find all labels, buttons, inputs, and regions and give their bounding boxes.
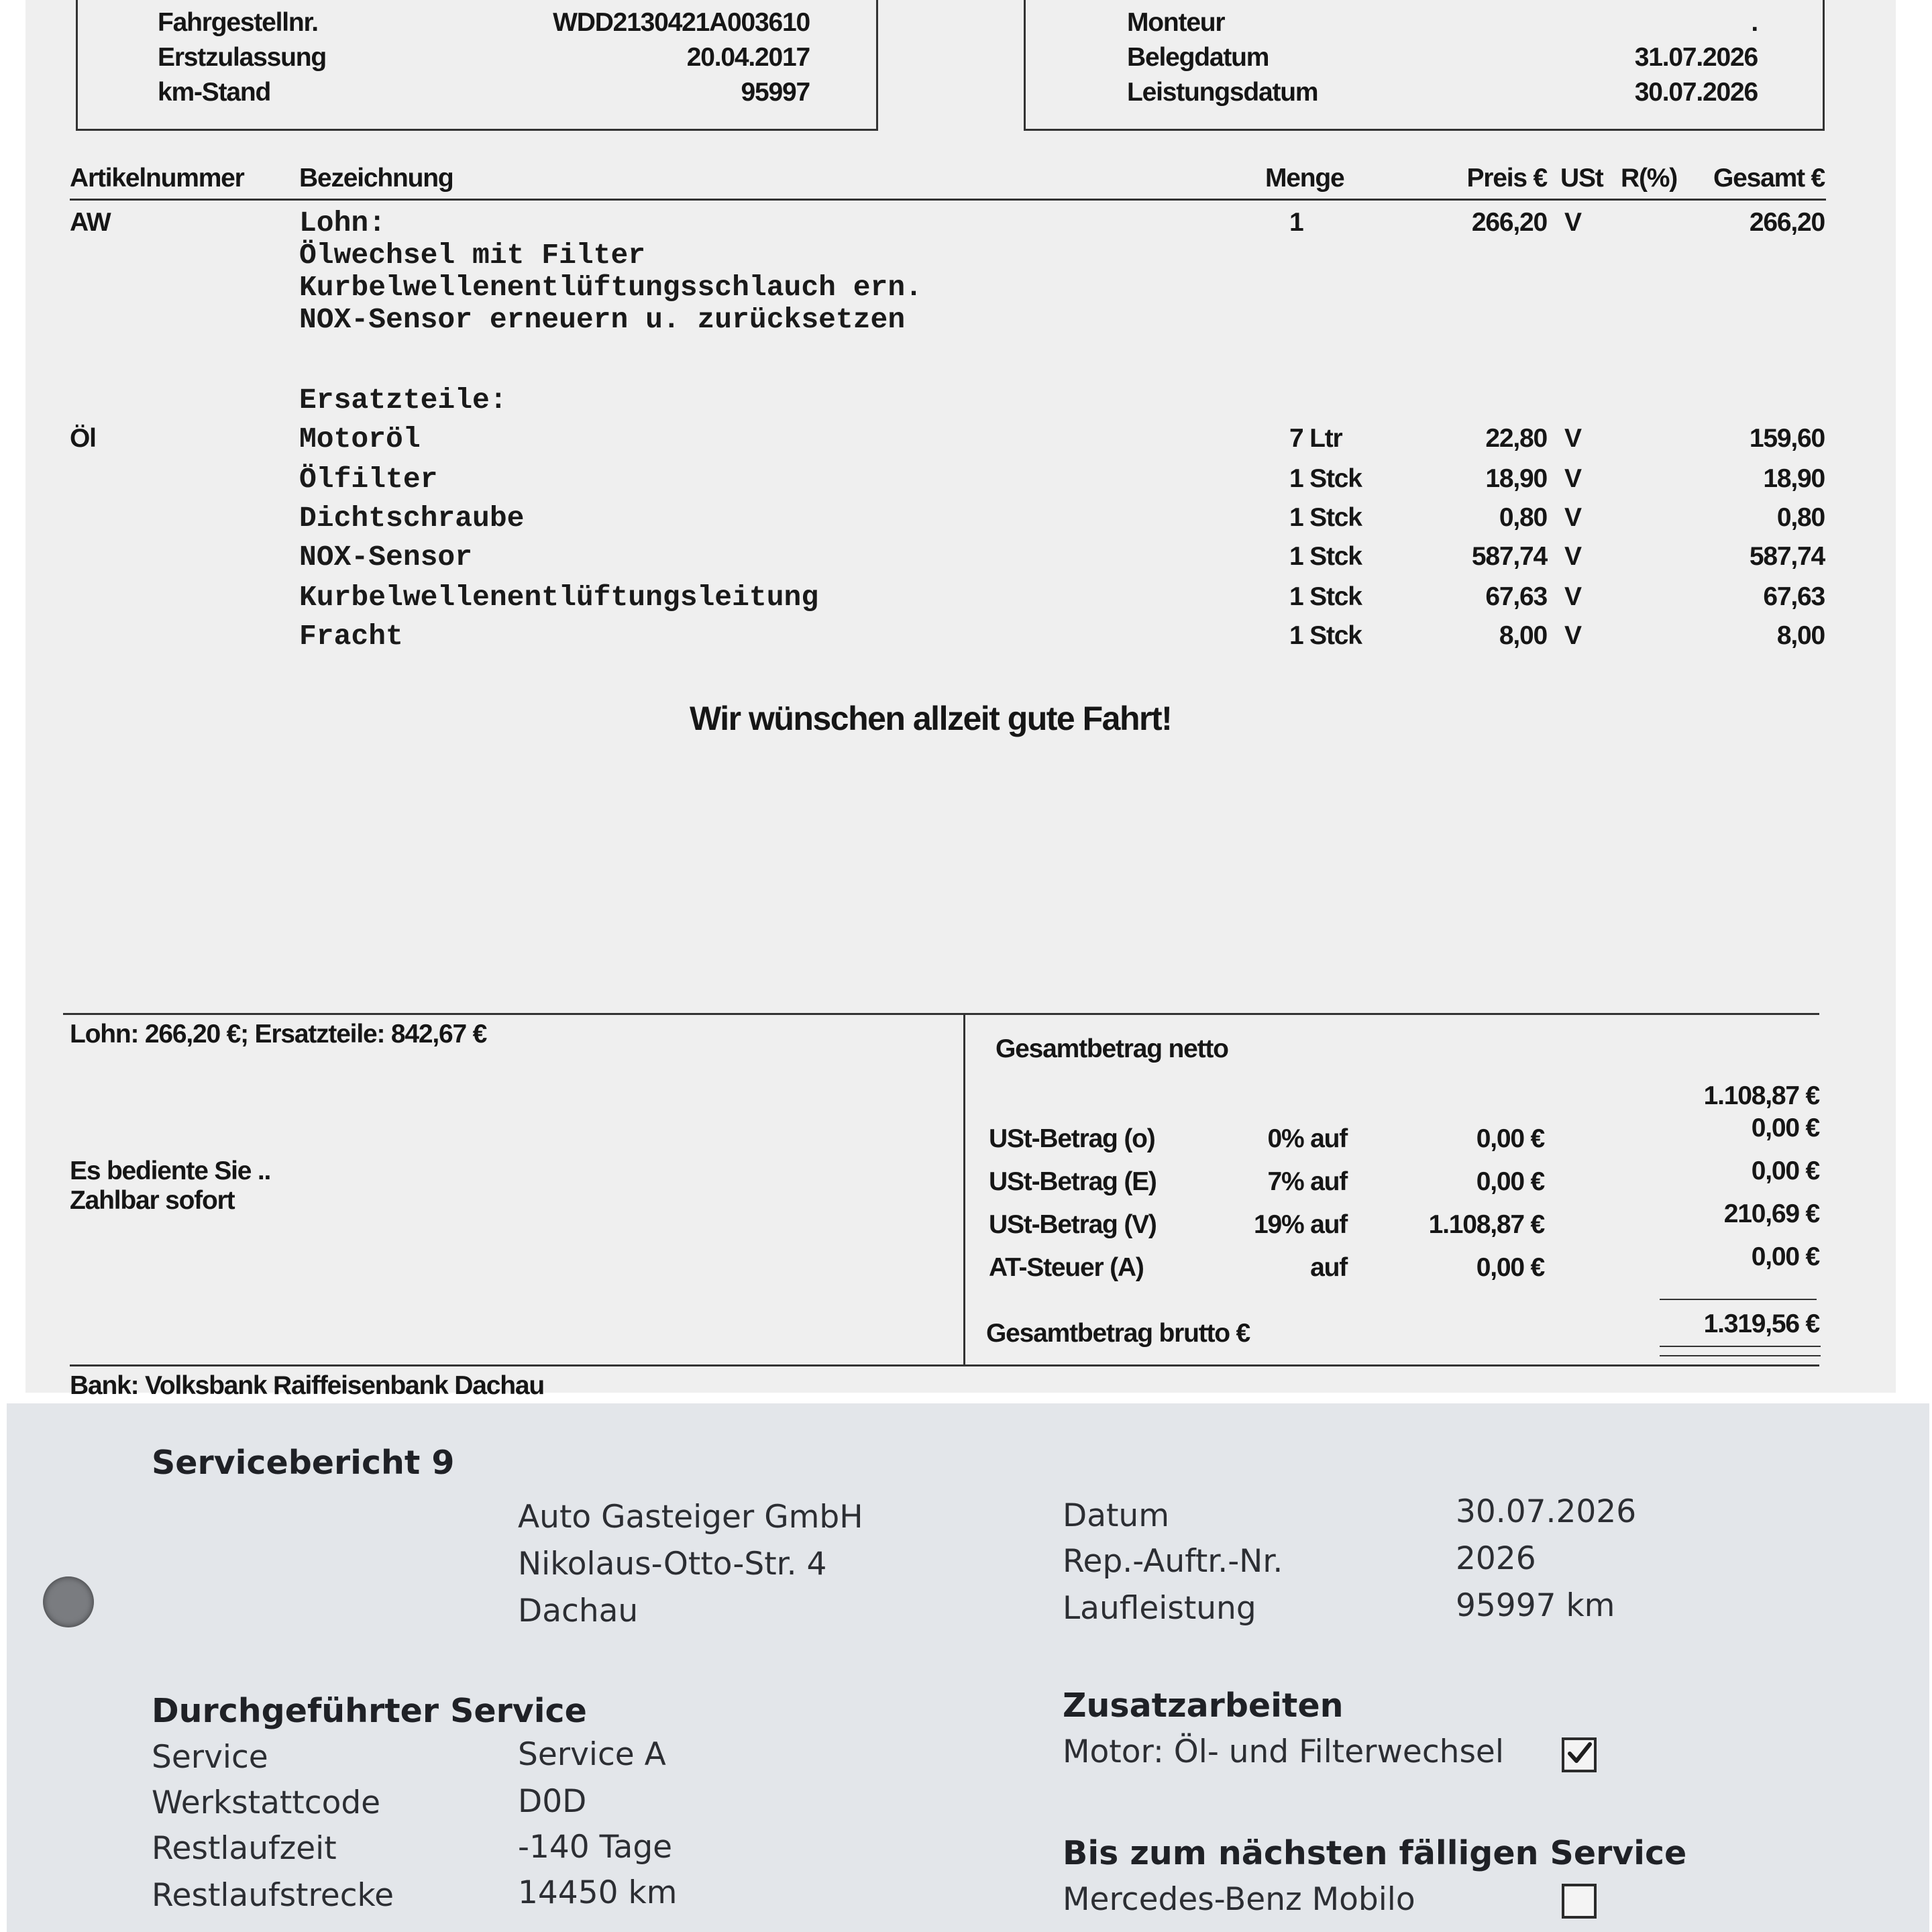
col-price: Preis € bbox=[1466, 164, 1547, 193]
gross-label: Gesamtbetrag brutto € bbox=[986, 1319, 1250, 1348]
bank-info: Bank: Volksbank Raiffeisenbank Dachau bbox=[70, 1371, 544, 1400]
service-value: Service A bbox=[518, 1736, 666, 1773]
labor-heading: Lohn: bbox=[299, 207, 386, 239]
service-date-label: Leistungsdatum bbox=[1127, 78, 1318, 107]
part-total: 0,80 bbox=[1776, 503, 1825, 532]
extra-item-label: Motor: Öl- und Filterwechsel bbox=[1063, 1733, 1504, 1770]
part-vat: V bbox=[1564, 542, 1581, 571]
company-name: Auto Gasteiger GmbH bbox=[518, 1499, 863, 1536]
service-label: Werkstattcode bbox=[152, 1784, 381, 1821]
service-value: -140 Tage bbox=[518, 1829, 673, 1866]
part-vat: V bbox=[1564, 503, 1581, 532]
service-value: D0D bbox=[518, 1783, 587, 1820]
next-service-heading: Bis zum nächsten fälligen Service bbox=[1063, 1834, 1687, 1872]
service-date-value: 30.07.2026 bbox=[1634, 78, 1758, 107]
service-label: Restlaufstrecke bbox=[152, 1877, 394, 1914]
punch-hole bbox=[43, 1576, 94, 1627]
part-price: 22,80 bbox=[1485, 424, 1547, 453]
vat-base: 0,00 € bbox=[1476, 1167, 1544, 1196]
summary-line: Lohn: 266,20 €; Ersatzteile: 842,67 € bbox=[70, 1020, 487, 1049]
gross-double-rule bbox=[1660, 1346, 1821, 1347]
part-qty: 1 Stck bbox=[1289, 542, 1362, 571]
registration-label: Erstzulassung bbox=[158, 43, 326, 72]
header-rule bbox=[70, 199, 1826, 201]
report-title: Servicebericht 9 bbox=[152, 1444, 455, 1482]
labor-article: AW bbox=[70, 208, 111, 237]
part-qty: 1 Stck bbox=[1289, 503, 1362, 532]
service-heading: Durchgeführter Service bbox=[152, 1692, 587, 1730]
mechanic-value: . bbox=[1751, 8, 1758, 37]
part-total: 67,63 bbox=[1763, 582, 1825, 611]
vat-rate: 0% auf bbox=[1267, 1124, 1347, 1153]
km-value: 95997 bbox=[741, 78, 810, 107]
doc-date-label: Belegdatum bbox=[1127, 43, 1269, 72]
part-price: 0,80 bbox=[1499, 503, 1547, 532]
part-vat: V bbox=[1564, 582, 1581, 611]
summary-divider bbox=[963, 1013, 965, 1366]
part-vat: V bbox=[1564, 424, 1581, 453]
summary-bottom-rule bbox=[70, 1364, 1819, 1366]
doc-date-value: 31.07.2026 bbox=[1634, 43, 1758, 72]
part-desc: Ölfilter bbox=[299, 463, 438, 496]
labor-line: NOX-Sensor erneuern u. zurücksetzen bbox=[299, 303, 906, 336]
km-label: km-Stand bbox=[158, 78, 271, 107]
part-total: 8,00 bbox=[1776, 621, 1825, 650]
extra-heading: Zusatzarbeiten bbox=[1063, 1686, 1344, 1725]
info-label: Laufleistung bbox=[1063, 1590, 1256, 1627]
service-report-sheet bbox=[7, 1403, 1929, 1932]
vat-label: USt-Betrag (o) bbox=[989, 1124, 1155, 1153]
part-price: 587,74 bbox=[1471, 542, 1547, 571]
vat-label: AT-Steuer (A) bbox=[989, 1253, 1144, 1282]
info-value: 95997 km bbox=[1456, 1587, 1615, 1624]
part-qty: 1 Stck bbox=[1289, 621, 1362, 650]
next-item-label: Mercedes-Benz Mobilo bbox=[1063, 1881, 1415, 1918]
service-value: 14450 km bbox=[518, 1874, 678, 1911]
info-label: Rep.-Auftr.-Nr. bbox=[1063, 1543, 1283, 1580]
vat-rate: auf bbox=[1310, 1253, 1347, 1282]
extra-item-checkbox[interactable] bbox=[1562, 1737, 1597, 1772]
registration-value: 20.04.2017 bbox=[686, 43, 810, 72]
part-desc: Motoröl bbox=[299, 423, 421, 455]
net-label: Gesamtbetrag netto bbox=[996, 1034, 1228, 1063]
vat-amount: 0,00 € bbox=[1751, 1157, 1819, 1185]
vat-base: 0,00 € bbox=[1476, 1253, 1544, 1282]
payment-terms: Zahlbar sofort bbox=[70, 1186, 235, 1215]
part-price: 8,00 bbox=[1499, 621, 1547, 650]
chassis-value: WDD2130421A003610 bbox=[553, 8, 810, 37]
vat-rate: 7% auf bbox=[1267, 1167, 1347, 1196]
vat-label: USt-Betrag (V) bbox=[989, 1210, 1157, 1239]
info-label: Datum bbox=[1063, 1497, 1169, 1534]
mobilo-checkbox[interactable] bbox=[1562, 1884, 1597, 1919]
checkmark-icon bbox=[1566, 1740, 1593, 1767]
service-label: Service bbox=[152, 1739, 268, 1776]
vat-amount: 0,00 € bbox=[1751, 1114, 1819, 1142]
part-vat: V bbox=[1564, 464, 1581, 493]
col-description: Bezeichnung bbox=[299, 164, 453, 193]
labor-line: Kurbelwellenentlüftungsschlauch ern. bbox=[299, 271, 922, 304]
gross-top-rule bbox=[1660, 1299, 1817, 1300]
part-desc: Fracht bbox=[299, 620, 403, 653]
company-city: Dachau bbox=[518, 1593, 639, 1629]
labor-qty: 1 bbox=[1289, 208, 1303, 237]
vat-amount: 0,00 € bbox=[1751, 1242, 1819, 1271]
service-label: Restlaufzeit bbox=[152, 1830, 337, 1867]
company-street: Nikolaus-Otto-Str. 4 bbox=[518, 1546, 827, 1582]
mechanic-label: Monteur bbox=[1127, 8, 1225, 37]
col-qty: Menge bbox=[1265, 164, 1344, 193]
labor-total: 266,20 bbox=[1749, 208, 1825, 237]
labor-vat: V bbox=[1564, 208, 1581, 237]
info-value: 2026 bbox=[1456, 1540, 1536, 1577]
part-desc: Kurbelwellenentlüftungsleitung bbox=[299, 581, 819, 614]
part-price: 67,63 bbox=[1485, 582, 1547, 611]
summary-top-rule bbox=[63, 1013, 1819, 1015]
vat-label: USt-Betrag (E) bbox=[989, 1167, 1157, 1196]
vat-rate: 19% auf bbox=[1254, 1210, 1347, 1239]
net-value: 1.108,87 € bbox=[1703, 1081, 1819, 1110]
part-total: 18,90 bbox=[1763, 464, 1825, 493]
part-vat: V bbox=[1564, 621, 1581, 650]
gross-double-rule bbox=[1660, 1355, 1821, 1356]
part-qty: 1 Stck bbox=[1289, 582, 1362, 611]
parts-heading: Ersatzteile: bbox=[299, 384, 507, 417]
part-desc: NOX-Sensor bbox=[299, 541, 473, 574]
col-article: Artikelnummer bbox=[70, 164, 244, 193]
labor-price: 266,20 bbox=[1471, 208, 1547, 237]
greeting: Wir wünschen allzeit gute Fahrt! bbox=[690, 700, 1172, 737]
part-price: 18,90 bbox=[1485, 464, 1547, 493]
part-total: 159,60 bbox=[1749, 424, 1825, 453]
vat-base: 1.108,87 € bbox=[1428, 1210, 1544, 1239]
part-qty: 7 Ltr bbox=[1289, 424, 1342, 453]
chassis-label: Fahrgestellnr. bbox=[158, 8, 318, 37]
invoice-sheet bbox=[25, 0, 1896, 1400]
labor-line: Ölwechsel mit Filter bbox=[299, 239, 646, 272]
vat-amount: 210,69 € bbox=[1723, 1199, 1819, 1228]
vat-base: 0,00 € bbox=[1476, 1124, 1544, 1153]
col-discount: R(%) bbox=[1621, 164, 1678, 193]
col-total: Gesamt € bbox=[1713, 164, 1825, 193]
parts-article: Öl bbox=[70, 424, 96, 453]
gross-value: 1.319,56 € bbox=[1703, 1309, 1819, 1338]
col-vat: USt bbox=[1560, 164, 1603, 193]
part-total: 587,74 bbox=[1749, 542, 1825, 571]
part-qty: 1 Stck bbox=[1289, 464, 1362, 493]
info-value: 30.07.2026 bbox=[1456, 1493, 1637, 1530]
part-desc: Dichtschraube bbox=[299, 502, 525, 535]
served-by: Es bediente Sie .. bbox=[70, 1157, 271, 1185]
